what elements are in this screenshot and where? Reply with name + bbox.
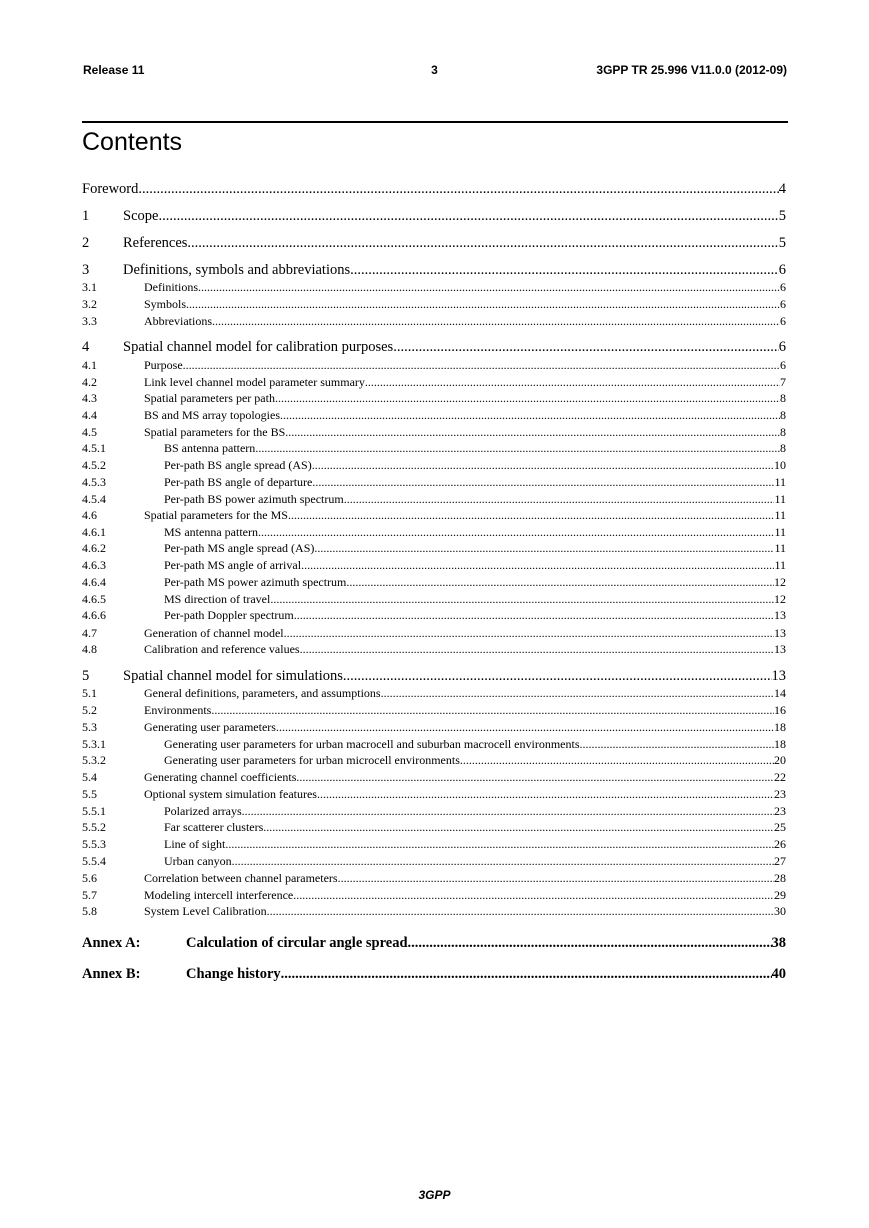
toc-entry-title: Per-path BS power azimuth spectrum [164,492,344,506]
toc-leader-dots [212,314,780,328]
toc-entry-page: 26 [774,837,786,851]
toc-entry-page: 4 [778,181,786,197]
toc-entry-number: 5.5.2 [82,820,106,834]
toc-entry-page: 13 [774,626,786,640]
toc-entry-page: 23 [774,804,786,818]
toc-entry[interactable] [82,753,786,767]
toc-entry-title: MS antenna pattern [164,525,258,539]
toc-entry[interactable] [82,425,786,439]
toc-entry-page: 20 [774,753,786,767]
toc-entry[interactable] [82,787,786,801]
toc-entry-title: Environments [144,703,212,717]
toc-entry-title: Per-path MS angle of arrival [164,558,302,572]
toc-entry[interactable] [82,642,786,656]
toc-leader-dots [312,458,774,472]
toc-entry-page: 22 [774,770,786,784]
toc-entry[interactable] [82,770,786,784]
toc-entry[interactable] [82,888,786,902]
toc-entry[interactable] [82,391,786,405]
toc-entry-page: 8 [780,408,786,422]
toc-entry[interactable] [82,703,786,717]
toc-entry[interactable] [82,475,786,489]
toc-entry-number: 4.5 [82,425,97,439]
toc-leader-dots [393,339,779,356]
toc-entry-number: 4.5.1 [82,441,106,455]
toc-leader-dots [314,541,774,555]
toc-entry-title: System Level Calibration [144,904,267,918]
toc-entry-page: 6 [780,297,786,311]
toc-entry-page: 13 [774,608,786,622]
toc-entry-title: Link level channel model parameter summary [144,375,365,389]
toc-entry[interactable] [82,262,786,279]
toc-entry-number: 3.1 [82,280,97,294]
toc-entry-title: Per-path Doppler spectrum [164,608,294,622]
toc-leader-dots [225,837,774,851]
toc-leader-dots [280,408,780,422]
toc-entry[interactable] [82,208,786,225]
toc-leader-dots [276,720,774,734]
toc-entry-page: 12 [774,592,786,606]
toc-leader-dots [211,703,774,717]
toc-entry[interactable] [82,297,786,311]
toc-entry-title: Spatial parameters per path [144,391,275,405]
toc-leader-dots [312,475,774,489]
toc-entry-number: 5.3.1 [82,737,106,751]
toc-entry[interactable] [82,525,786,539]
toc-leader-dots [186,297,780,311]
toc-entry-title: BS antenna pattern [164,441,256,455]
toc-leader-dots [285,425,780,439]
toc-entry[interactable] [82,458,786,472]
toc-leader-dots [255,441,780,455]
toc-leader-dots [365,375,780,389]
toc-entry-page: 6 [778,339,786,355]
toc-entry-title: Definitions, symbols and abbreviations [123,262,351,278]
toc-entry-number: 5.5.4 [82,854,106,868]
toc-entry-title: BS and MS array topologies [144,408,280,422]
toc-entry-title: Correlation between channel parameters [144,871,338,885]
toc-entry-title: Spatial parameters for the MS [144,508,288,522]
toc-entry[interactable] [82,592,786,606]
toc-leader-dots [232,854,774,868]
toc-entry-title: Optional system simulation features [144,787,317,801]
toc-leader-dots [301,558,774,572]
toc-entry[interactable] [82,492,786,506]
toc-entry-title: Spatial channel model for simulations [123,668,343,684]
toc-entry-title: General definitions, parameters, and assumptions [144,686,381,700]
toc-entry-page: 11 [774,558,786,572]
toc-entry[interactable] [82,181,786,198]
toc-entry-page: 18 [774,720,786,734]
header-rule [82,121,788,123]
toc-leader-dots [158,208,778,225]
toc-entry-page: 8 [780,441,786,455]
toc-leader-dots [300,642,774,656]
toc-entry-number: 5.3 [82,720,97,734]
toc-entry-title: Definitions [144,280,198,294]
toc-entry-title: Spatial channel model for calibration purposes [123,339,394,355]
toc-entry[interactable] [82,737,786,751]
toc-entry-title: Generating user parameters for urban macrocell and suburban macrocell environments [164,737,580,751]
toc-leader-dots [258,525,774,539]
toc-entry-number: 5.8 [82,904,97,918]
header-release: Release 11 [83,63,145,77]
toc-leader-dots [138,181,778,198]
toc-entry[interactable] [82,854,786,868]
toc-entry-number: 3.3 [82,314,97,328]
toc-leader-dots [275,391,780,405]
toc-entry[interactable] [82,720,786,734]
toc-leader-dots [263,820,774,834]
toc-entry-number: 4.4 [82,408,97,422]
toc-entry[interactable] [82,966,786,983]
toc-leader-dots [350,262,779,279]
toc-entry[interactable] [82,626,786,640]
toc-leader-dots [344,492,775,506]
toc-entry-number: 5.5.3 [82,837,106,851]
toc-leader-dots [242,804,774,818]
toc-entry[interactable] [82,280,786,294]
toc-entry-title: Foreword [82,181,139,197]
toc-entry-page: 25 [774,820,786,834]
toc-entry-title: Scope [123,208,159,224]
toc-entry[interactable] [82,668,786,685]
toc-entry-number: 4.5.4 [82,492,106,506]
toc-entry-title: Modeling intercell interference [144,888,294,902]
toc-entry-page: 28 [774,871,786,885]
toc-entry-title: Urban canyon [164,854,232,868]
toc-entry[interactable] [82,235,786,252]
toc-entry-page: 11 [774,525,786,539]
toc-entry-title: Per-path MS power azimuth spectrum [164,575,347,589]
toc-leader-dots [293,888,774,902]
toc-entry-page: 12 [774,575,786,589]
toc-entry-page: 27 [774,854,786,868]
toc-leader-dots [381,686,774,700]
toc-entry[interactable] [82,408,786,422]
toc-entry-title: Polarized arrays [164,804,242,818]
toc-entry-page: 8 [780,425,786,439]
toc-leader-dots [270,592,774,606]
toc-entry-number: 4.6.4 [82,575,106,589]
toc-entry-page: 11 [774,492,786,506]
toc-entry-number: 5.7 [82,888,97,902]
toc-entry-title: Far scatterer clusters [164,820,264,834]
toc-entry-number: 4.7 [82,626,97,640]
toc-entry-page: 10 [774,458,786,472]
toc-leader-dots [183,358,780,372]
toc-entry-title: References [123,235,188,251]
toc-entry-number: Annex A: [82,935,141,951]
toc-entry-page: 16 [774,703,786,717]
toc-leader-dots [346,575,774,589]
toc-leader-dots [288,508,774,522]
toc-leader-dots [267,904,774,918]
toc-entry-title: Calibration and reference values [144,642,300,656]
toc-entry[interactable] [82,541,786,555]
toc-entry-number: Annex B: [82,966,141,982]
toc-entry-page: 11 [774,541,786,555]
toc-entry-number: 5.6 [82,871,97,885]
footer-3gpp: 3GPP [418,1188,451,1202]
toc-entry[interactable] [82,339,786,356]
toc-entry-number: 4 [82,339,90,355]
toc-entry-number: 4.5.3 [82,475,106,489]
toc-entry-number: 4.3 [82,391,97,405]
toc-entry-number: 5.1 [82,686,97,700]
toc-entry-page: 13 [774,642,786,656]
toc-entry-page: 6 [780,358,786,372]
toc-entry-number: 4.2 [82,375,97,389]
toc-entry[interactable] [82,837,786,851]
toc-entry-page: 6 [778,262,786,278]
toc-leader-dots [284,626,774,640]
toc-entry-number: 5.3.2 [82,753,106,767]
toc-entry-title: Generating user parameters for urban microcell environments [164,753,460,767]
toc-entry-number: 4.6.3 [82,558,106,572]
toc-entry[interactable] [82,935,786,952]
toc-leader-dots [343,668,772,685]
toc-entry-title: Abbreviations [144,314,212,328]
toc-entry[interactable] [82,575,786,589]
toc-entry-page: 11 [774,508,786,522]
toc-entry-title: Generating user parameters [144,720,276,734]
toc-entry-title: Line of sight [164,837,226,851]
toc-entry[interactable] [82,358,786,372]
toc-leader-dots [460,753,774,767]
toc-entry[interactable] [82,686,786,700]
contents-heading: Contents [82,128,183,156]
toc-entry-number: 4.5.2 [82,458,106,472]
toc-entry-number: 5.5 [82,787,97,801]
toc-entry-page: 18 [774,737,786,751]
toc-entry-number: 5 [82,668,90,684]
toc-leader-dots [338,871,774,885]
toc-leader-dots [317,787,774,801]
toc-entry-title: Calculation of circular angle spread [186,935,408,951]
toc-entry-page: 5 [778,208,786,224]
toc-entry[interactable] [82,508,786,522]
toc-entry-number: 3 [82,262,90,278]
toc-leader-dots [281,966,772,983]
toc-entry-title: Per-path BS angle of departure [164,475,313,489]
toc-entry-title: Spatial parameters for the BS [144,425,286,439]
toc-entry-number: 4.6.1 [82,525,106,539]
toc-entry-title: Per-path BS angle spread (AS) [164,458,312,472]
toc-entry[interactable] [82,608,786,622]
toc-entry[interactable] [82,871,786,885]
toc-entry-title: MS direction of travel [164,592,271,606]
toc-entry-page: 6 [780,314,786,328]
toc-entry[interactable] [82,314,786,328]
toc-entry-page: 11 [774,475,786,489]
toc-entry-number: 1 [82,208,90,224]
toc-entry-number: 4.6 [82,508,97,522]
toc-entry-page: 30 [774,904,786,918]
toc-entry-number: 4.6.6 [82,608,106,622]
toc-entry-title: Change history [186,966,281,982]
toc-entry[interactable] [82,804,786,818]
toc-entry-title: Generation of channel model [144,626,284,640]
toc-entry[interactable] [82,441,786,455]
toc-entry-page: 14 [774,686,786,700]
header-document-id: 3GPP TR 25.996 V11.0.0 (2012-09) [596,63,787,77]
toc-entry-page: 5 [778,235,786,251]
toc-entry[interactable] [82,904,786,918]
toc-entry-title: Symbols [144,297,187,311]
toc-entry-page: 7 [780,375,786,389]
toc-leader-dots [198,280,780,294]
toc-entry-page: 8 [780,391,786,405]
toc-entry-number: 4.8 [82,642,97,656]
toc-entry-page: 6 [780,280,786,294]
toc-entry-page: 13 [771,668,786,684]
toc-leader-dots [296,770,774,784]
toc-entry-number: 4.1 [82,358,97,372]
toc-leader-dots [408,935,772,952]
toc-entry-number: 4.6.2 [82,541,106,555]
toc-entry[interactable] [82,375,786,389]
toc-entry-page: 38 [771,935,786,951]
toc-entry-number: 3.2 [82,297,97,311]
toc-entry-number: 5.4 [82,770,97,784]
toc-leader-dots [187,235,778,252]
toc-entry-page: 40 [771,966,786,982]
toc-entry[interactable] [82,820,786,834]
toc-entry-title: Per-path MS angle spread (AS) [164,541,315,555]
toc-leader-dots [580,737,775,751]
toc-entry-number: 4.6.5 [82,592,106,606]
toc-entry-page: 23 [774,787,786,801]
toc-leader-dots [294,608,774,622]
header-page-number: 3 [431,63,438,77]
toc-entry-number: 5.2 [82,703,97,717]
toc-entry-page: 29 [774,888,786,902]
toc-entry-number: 5.5.1 [82,804,106,818]
toc-entry-number: 2 [82,235,90,251]
toc-entry-title: Purpose [144,358,183,372]
toc-entry[interactable] [82,558,786,572]
toc-entry-title: Generating channel coefficients [144,770,297,784]
